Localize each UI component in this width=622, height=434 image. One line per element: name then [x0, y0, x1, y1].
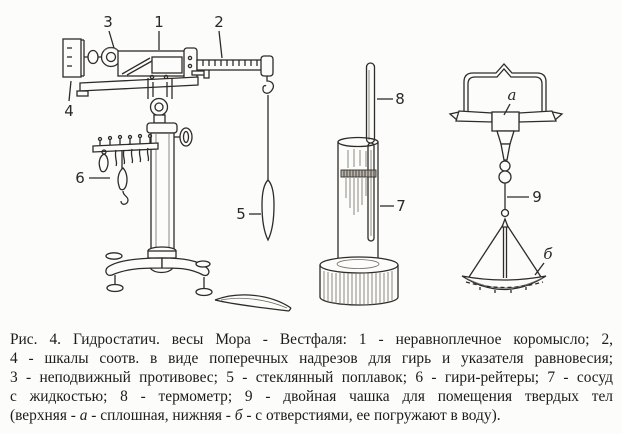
caption-letter-b: б	[234, 407, 243, 424]
cylinder-base	[320, 257, 398, 306]
label-5: 5	[236, 205, 246, 223]
label-6: 6	[75, 169, 85, 187]
tweezers	[215, 295, 291, 311]
figure-caption	[10, 330, 613, 425]
label-b: б	[543, 245, 553, 263]
label-9: 9	[532, 188, 542, 206]
label-2: 2	[214, 13, 224, 31]
tripod-base	[106, 247, 212, 296]
balance-apparatus	[63, 39, 291, 311]
rider-rack	[93, 135, 158, 205]
levelling-screw-right	[196, 261, 212, 296]
label-3: 3	[103, 13, 113, 31]
caption-line-1: Рис. 4. Гидростатич. весы Мора - Вестфаля: 1 - неравноплечное коромысло; 2,	[10, 331, 613, 348]
label-4: 4	[64, 102, 74, 120]
caption-line5-text: - сплошная, нижняя -	[87, 407, 235, 424]
stirrup-hanger	[464, 64, 546, 117]
caption-line-4: с жидкостью; 8 - термометр; 9 - двойная чашка для помещения твердых тел	[10, 388, 613, 405]
base-bar	[77, 77, 198, 96]
thermometer	[367, 63, 375, 241]
counterweight-knob	[88, 48, 121, 67]
caption-line-3: 3 - неподвижный противовес; 5 - стеклянный поплавок; 6 - гири-рейтеры; 7 - сосуд	[10, 369, 613, 386]
hanger-wire	[499, 161, 511, 217]
beam-hook	[263, 76, 273, 180]
glass-float	[262, 180, 274, 240]
upper-pan	[450, 111, 562, 160]
caption-line-5	[10, 406, 613, 425]
caption-line5-text: - с отверстиями, ее погружают в воду).	[242, 407, 501, 424]
rider-weights	[99, 148, 148, 204]
label-1: 1	[154, 13, 164, 31]
beam-body	[118, 51, 186, 79]
label-7: 7	[396, 197, 406, 215]
label-a: a	[507, 86, 517, 104]
caption-letter-a: а	[79, 407, 88, 424]
lower-cup	[462, 219, 546, 293]
caption-line5-text: (верхняя -	[10, 407, 80, 424]
caption-line-2: 4 - шкалы соотв. в виде поперечных надрезов для гирь и указателя равновесия;	[10, 350, 613, 367]
label-8: 8	[395, 90, 405, 108]
